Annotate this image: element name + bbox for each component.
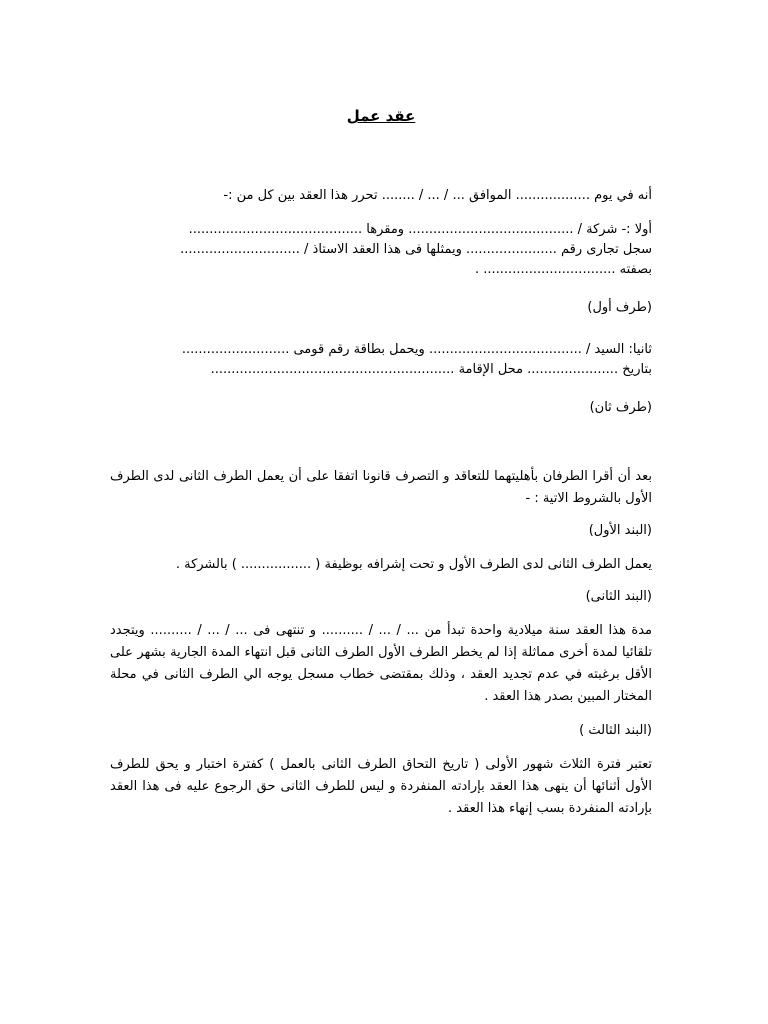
- clause-2: [110, 586, 652, 708]
- intro-line: أنه في يوم .................. الموافق ... / ... / ........ تحرر هذا العقد بين كل من :-: [223, 188, 652, 203]
- spacer: [110, 708, 652, 720]
- second-party-label: (طرف ثان): [589, 400, 652, 415]
- spacer: [110, 608, 652, 620]
- spacer: [110, 318, 652, 340]
- clause-3-text: تعتبر فترة الثلاث شهور الأولى ( تاريخ التحاق الطرف الثانى بالعمل ) كفترة اختبار و يحق للطرف الأول أثنائها أن ينهى هذا العقد بإرادته المنفردة و ليس للطرف الثانى حق الرجوع عليه فى هذا العقد بإرادته المنفردة بسب إنهاء هذا العقد .: [110, 757, 652, 816]
- document-title: عقد عمل: [346, 107, 416, 125]
- spacer: [110, 128, 652, 186]
- spacer: [110, 418, 652, 466]
- clause-3: [110, 720, 652, 820]
- first-party-line-2: سجل تجارى رقم ...................... ويمثلها فى هذا العقد الاستاذ / .............................: [180, 242, 652, 257]
- first-party-label: (طرف أول): [587, 300, 652, 315]
- first-party-line-3: بصفته ................................ .: [475, 262, 652, 277]
- clause-3-heading: (البند الثالث ): [579, 723, 652, 738]
- second-party-line-2: بتاريخ ...................... محل الإقامة ...........................................................: [210, 362, 652, 377]
- second-party-line-1: ثانيا: السيد / ..................................... ويحمل بطاقة رقم قومى ..........................: [181, 342, 652, 357]
- clause-2-heading: (البند الثانى): [585, 589, 652, 604]
- spacer: [110, 206, 652, 220]
- clause-1-heading: (البند الأول): [588, 523, 652, 538]
- spacer: [110, 542, 652, 554]
- second-party-section: [110, 340, 652, 418]
- spacer: [110, 380, 652, 398]
- spacer: [110, 576, 652, 586]
- spacer: [110, 510, 652, 520]
- spacer: [110, 280, 652, 298]
- first-party-line-1: أولا :- شركة / ........................................ ومقرها ..........................................: [188, 222, 652, 237]
- preamble-paragraph: بعد أن أقرا الطرفان بأهليتهما للتعاقد و التصرف قانونا اتفقا على أن يعمل الطرف الثانى لدى الطرف الأول بالشروط الاتية : -: [110, 469, 652, 506]
- first-party-section: [110, 220, 652, 318]
- spacer: [110, 742, 652, 754]
- clause-1: [110, 520, 652, 576]
- clause-2-text: مدة هذا العقد سنة ميلادية واحدة تبدأ من ... / ... / .......... و تنتهى فى ... / ... / .......... ويتجدد تلقائيا لمدة أخرى مماثلة إذا لم يخطر الطرف الأول الطرف الثانى قبل انتهاء المدة الجارية بشهر على الأقل برغبته في عدم تجديد العقد ، وذلك بمقتضى خطاب مسجل يوجه الي الطرف الثانى في محلة المختار المبين بصدر هذا العقد .: [110, 623, 652, 704]
- clause-1-text: يعمل الطرف الثانى لدى الطرف الأول و تحت إشرافه بوظيفة ( ................. ) بالشركة .: [175, 557, 652, 572]
